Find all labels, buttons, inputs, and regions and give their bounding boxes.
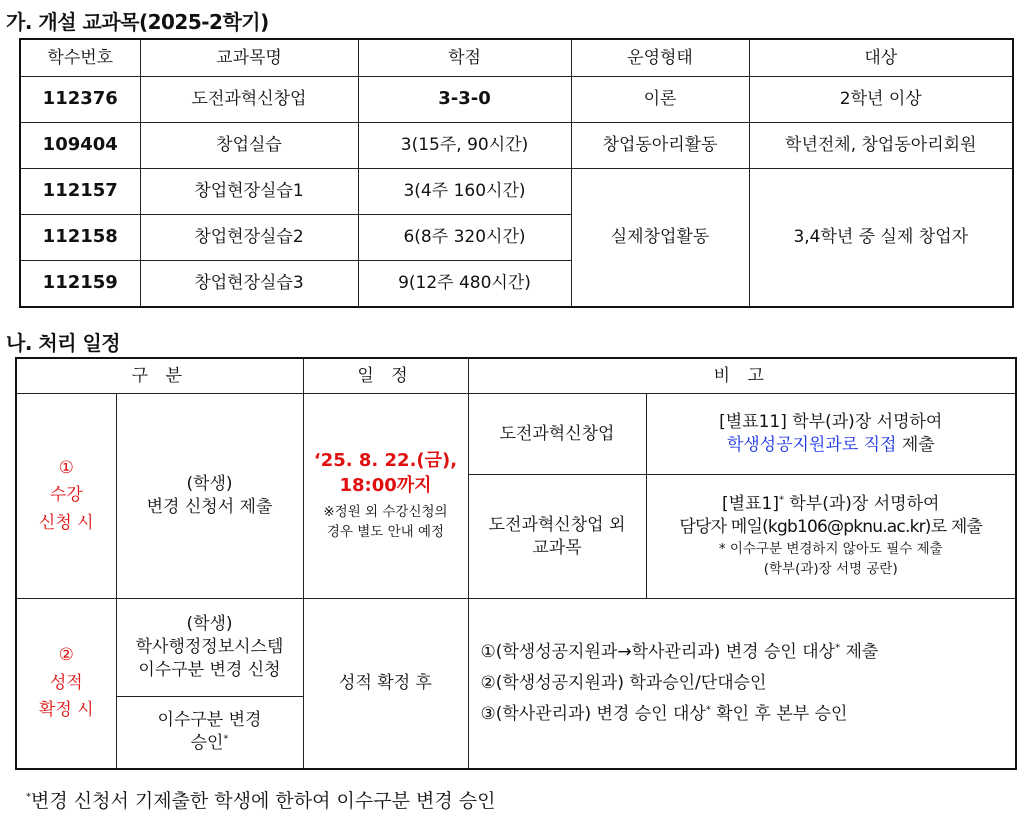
phase1-action	[116, 394, 303, 599]
phase1-deadline-line1: ‘25. 8. 22.(금),	[313, 450, 458, 472]
phase1-course-a: 도전과혁신창업	[468, 394, 646, 475]
table-row	[16, 394, 1016, 475]
phase2-number: ②	[58, 645, 74, 666]
phase1-deadline-line2: 18:00까지	[339, 474, 432, 496]
course-code: 112159	[20, 261, 140, 308]
phase2-label-line2: 확정 시	[38, 699, 94, 720]
schedule-table-header	[16, 358, 1016, 394]
asterisk-mark: *	[223, 733, 229, 745]
form-ref-text: [별표1]	[722, 494, 779, 515]
asterisk-mark: *	[835, 642, 841, 654]
step-item	[481, 637, 1012, 668]
course-type: 실제창업활동	[571, 169, 749, 308]
course-credit: 3-3-0	[358, 77, 571, 123]
step-item	[481, 699, 1012, 730]
phase2-action-b-line1: 이수구분 변경	[157, 710, 262, 731]
header-code: 학수번호	[20, 39, 140, 77]
phase1-remark-b-line1	[651, 493, 1012, 516]
phase1-remark-a-line1: [별표11] 학부(과)장 서명하여	[719, 412, 943, 433]
phase2-action-b	[116, 697, 303, 769]
phase2-steps	[468, 599, 1016, 769]
phase1-course-b	[468, 475, 646, 599]
course-name: 도전과혁신창업	[140, 77, 358, 123]
course-type: 창업동아리활동	[571, 123, 749, 169]
phase1-remark-b-line3: * 이수구분 변경하지 않아도 필수 제출	[718, 541, 943, 558]
phase1-label-line1: 수강	[49, 485, 83, 506]
phase1-remark-b-line2: 담당자 메일(kgb106@pknu.ac.kr)로 제출	[679, 517, 983, 538]
phase1-date-note-line1: ※정원 외 수강신청의	[323, 504, 448, 521]
course-code: 112157	[20, 169, 140, 215]
course-target: 2학년 이상	[749, 77, 1013, 123]
course-code: 112376	[20, 77, 140, 123]
course-credit: 9(12주 480시간)	[358, 261, 571, 308]
header-remarks: 비 고	[468, 358, 1016, 394]
section-a-heading: 가. 개설 교과목(2025-2학기)	[6, 10, 269, 34]
step-item	[481, 668, 1012, 699]
step-text: ①(학생성공지원과→학사관리과) 변경 승인 대상	[480, 642, 836, 663]
asterisk-mark: *	[26, 791, 31, 803]
phase1-number: ①	[58, 458, 74, 479]
phase2-action-a-line3: 이수구분 변경 신청	[138, 659, 281, 680]
table-row	[20, 77, 1013, 123]
course-type: 이론	[571, 77, 749, 123]
phase2-action-a-line1: (학생)	[186, 614, 233, 635]
phase1-label	[16, 394, 116, 599]
phase1-label-line2: 신청 시	[38, 512, 94, 533]
schedule-table	[15, 357, 1017, 770]
course-name: 창업현장실습3	[140, 261, 358, 308]
table-row	[20, 169, 1013, 215]
course-name: 창업현장실습1	[140, 169, 358, 215]
header-name: 교과목명	[140, 39, 358, 77]
course-target: 학년전체, 창업동아리회원	[749, 123, 1013, 169]
course-table	[19, 38, 1014, 308]
phase2-action-b-line2	[121, 732, 299, 755]
step-text: ②(학생성공지원과) 학과승인/단대승인	[480, 672, 767, 693]
course-credit: 3(15주, 90시간)	[358, 123, 571, 169]
step-rest: 확인 후 본부 승인	[710, 703, 848, 724]
phase1-remark-b-line4: (학부(과)장 서명 공란)	[763, 561, 898, 578]
course-table-header	[20, 39, 1013, 77]
phase1-remark-a	[646, 394, 1016, 475]
section-b-heading: 나. 처리 일정	[6, 331, 121, 355]
course-credit: 6(8주 320시간)	[358, 215, 571, 261]
phase1-course-b-line2: 교과목	[532, 537, 582, 558]
phase1-remark-b	[646, 475, 1016, 599]
course-code: 112158	[20, 215, 140, 261]
phase1-date	[303, 394, 468, 599]
submit-text: 제출	[896, 435, 935, 455]
phase2-action-a	[116, 599, 303, 697]
phase2-date: 성적 확정 후	[303, 599, 468, 769]
course-target: 3,4학년 중 실제 창업자	[749, 169, 1013, 308]
header-target: 대상	[749, 39, 1013, 77]
phase1-action-line2: 변경 신청서 제출	[146, 497, 273, 517]
approve-text: 승인	[190, 733, 224, 754]
step-rest: 제출	[840, 642, 879, 663]
phase2-label-line1: 성적	[49, 672, 83, 693]
table-row	[20, 123, 1013, 169]
asterisk-mark: *	[705, 703, 711, 715]
submit-office-text: 학생성공지원과로 직접	[726, 435, 897, 455]
phase1-course-b-line1: 도전과혁신창업 외	[488, 514, 626, 535]
header-schedule: 일 정	[303, 358, 468, 394]
footnote	[26, 786, 495, 813]
phase1-action-line1: (학생)	[186, 474, 233, 495]
sign-text: 학부(과)장 서명하여	[783, 494, 940, 515]
asterisk-mark: *	[778, 494, 784, 506]
course-name: 창업현장실습2	[140, 215, 358, 261]
header-category: 구 분	[16, 358, 303, 394]
course-credit: 3(4주 160시간)	[358, 169, 571, 215]
step-text: ③(학사관리과) 변경 승인 대상	[480, 703, 706, 724]
table-row	[16, 599, 1016, 697]
phase1-remark-a-line2	[651, 434, 1012, 457]
course-name: 창업실습	[140, 123, 358, 169]
phase1-date-note-line2: 경우 별도 안내 예정	[326, 524, 445, 541]
header-credit: 학점	[358, 39, 571, 77]
phase2-label	[16, 599, 116, 769]
footnote-text: 변경 신청서 기제출한 학생에 한하여 이수구분 변경 승인	[31, 790, 496, 812]
phase2-action-a-line2: 학사행정정보시스템	[135, 637, 284, 658]
header-type: 운영형태	[571, 39, 749, 77]
course-code: 109404	[20, 123, 140, 169]
